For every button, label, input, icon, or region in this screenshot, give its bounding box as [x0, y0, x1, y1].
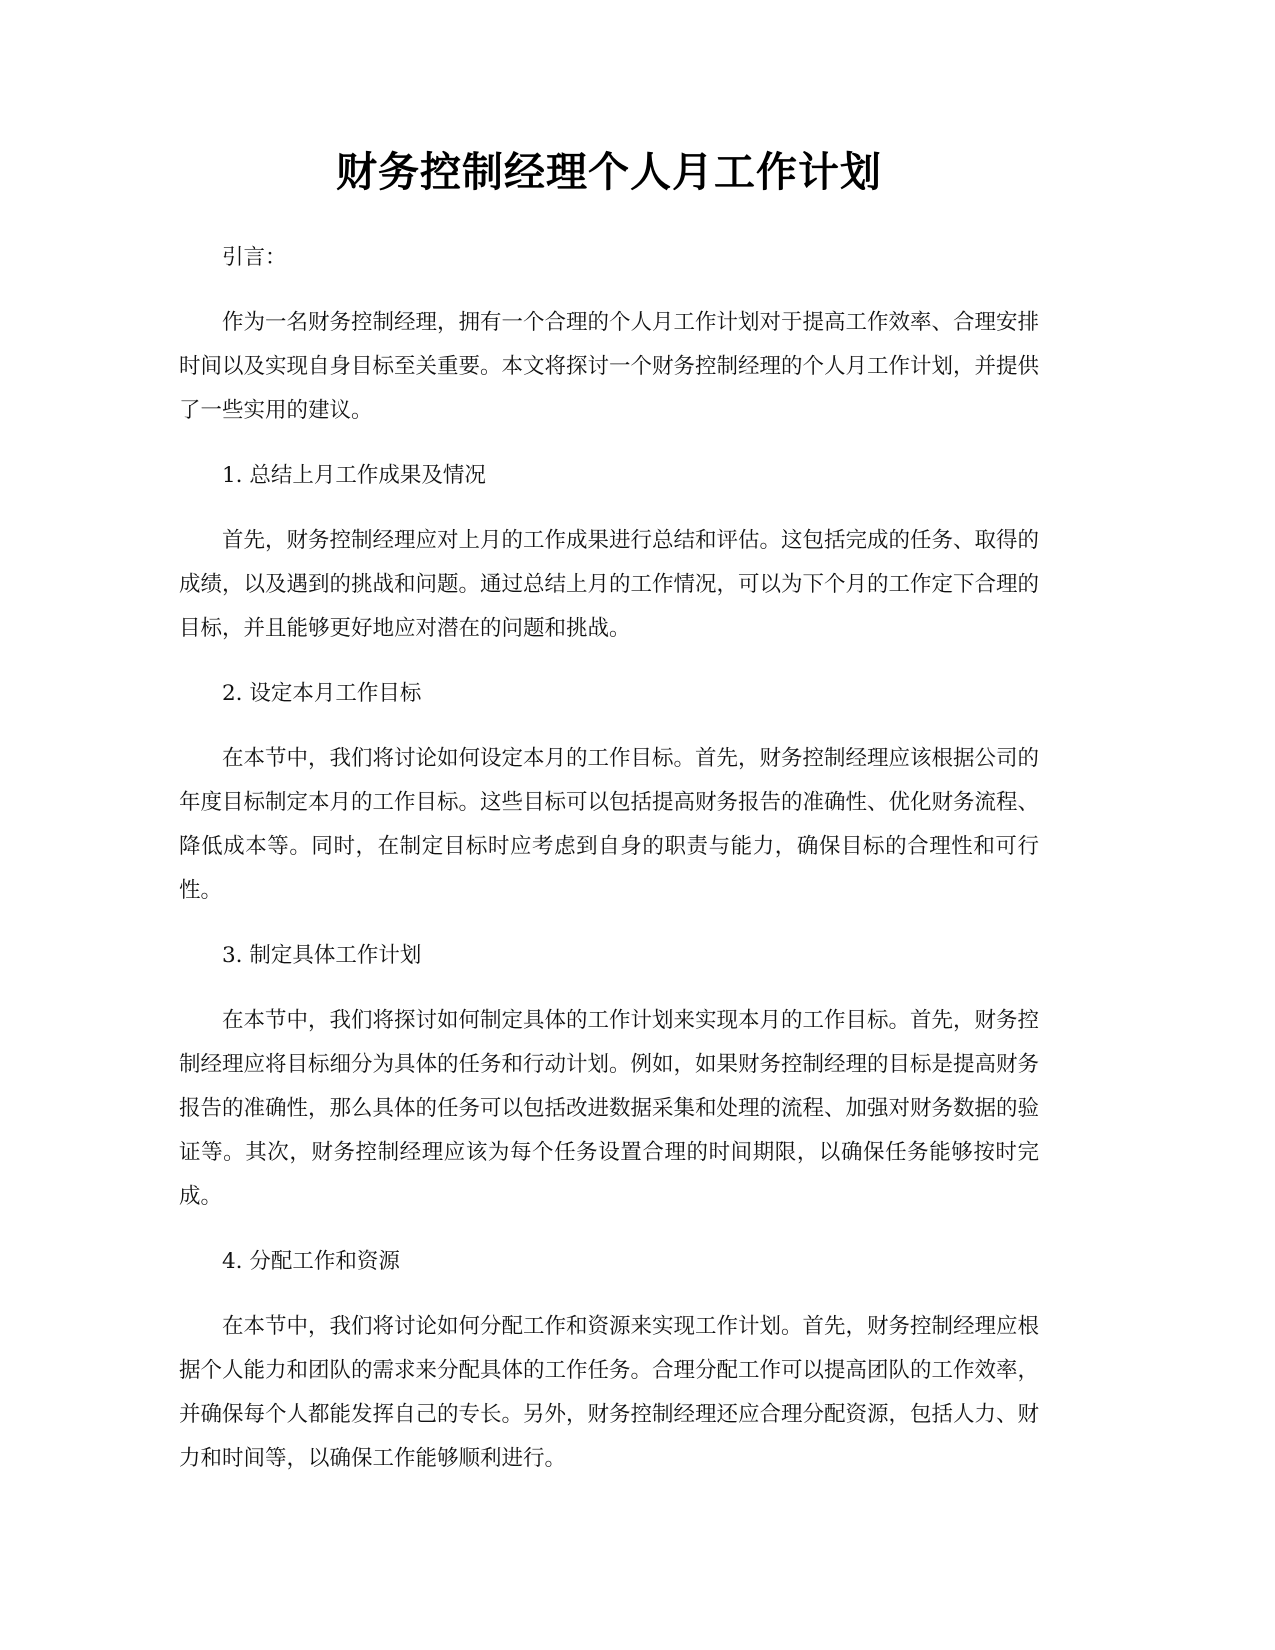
- section-body-4: 在本节中，我们将讨论如何分配工作和资源来实现工作计划。首先，财务控制经理应根据个人能力和团队的需求来分配具体的工作任务。合理分配工作可以提高团队的工作效率，并确保每个人都能发挥自己的专长。另外，财务控制经理还应合理分配资源，包括人力、财力和时间等，以确保工作能够顺利进行。: [179, 1314, 1040, 1471]
- section-heading-3: 3. 制定具体工作计划: [222, 943, 422, 968]
- section-heading-4: 4. 分配工作和资源: [222, 1249, 400, 1274]
- section-body-3: 在本节中，我们将探讨如何制定具体的工作计划来实现本月的工作目标。首先，财务控制经理应将目标细分为具体的任务和行动计划。例如，如果财务控制经理的目标是提高财务报告的准确性，那么具体的任务可以包括改进数据采集和处理的流程、加强对财务数据的验证等。其次，财务控制经理应该为每个任务设置合理的时间期限，以确保任务能够按时完成。: [179, 1008, 1040, 1209]
- section-heading-2: 2. 设定本月工作目标: [222, 681, 422, 706]
- intro-paragraph: 作为一名财务控制经理，拥有一个合理的个人月工作计划对于提高工作效率、合理安排时间以及实现自身目标至关重要。本文将探讨一个财务控制经理的个人月工作计划，并提供了一些实用的建议。: [179, 310, 1040, 423]
- section-heading-1: 1. 总结上月工作成果及情况: [222, 463, 486, 488]
- intro-label: 引言：: [222, 245, 287, 270]
- section-body-1: 首先，财务控制经理应对上月的工作成果进行总结和评估。这包括完成的任务、取得的成绩，以及遇到的挑战和问题。通过总结上月的工作情况，可以为下个月的工作定下合理的目标，并且能够更好地应对潜在的问题和挑战。: [179, 528, 1040, 641]
- document-title: 财务控制经理个人月工作计划: [336, 148, 882, 196]
- document-body: [179, 140, 1039, 1481]
- section-body-2: 在本节中，我们将讨论如何设定本月的工作目标。首先，财务控制经理应该根据公司的年度目标制定本月的工作目标。这些目标可以包括提高财务报告的准确性、优化财务流程、降低成本等。同时，在制定目标时应考虑到自身的职责与能力，确保目标的合理性和可行性。: [179, 746, 1040, 903]
